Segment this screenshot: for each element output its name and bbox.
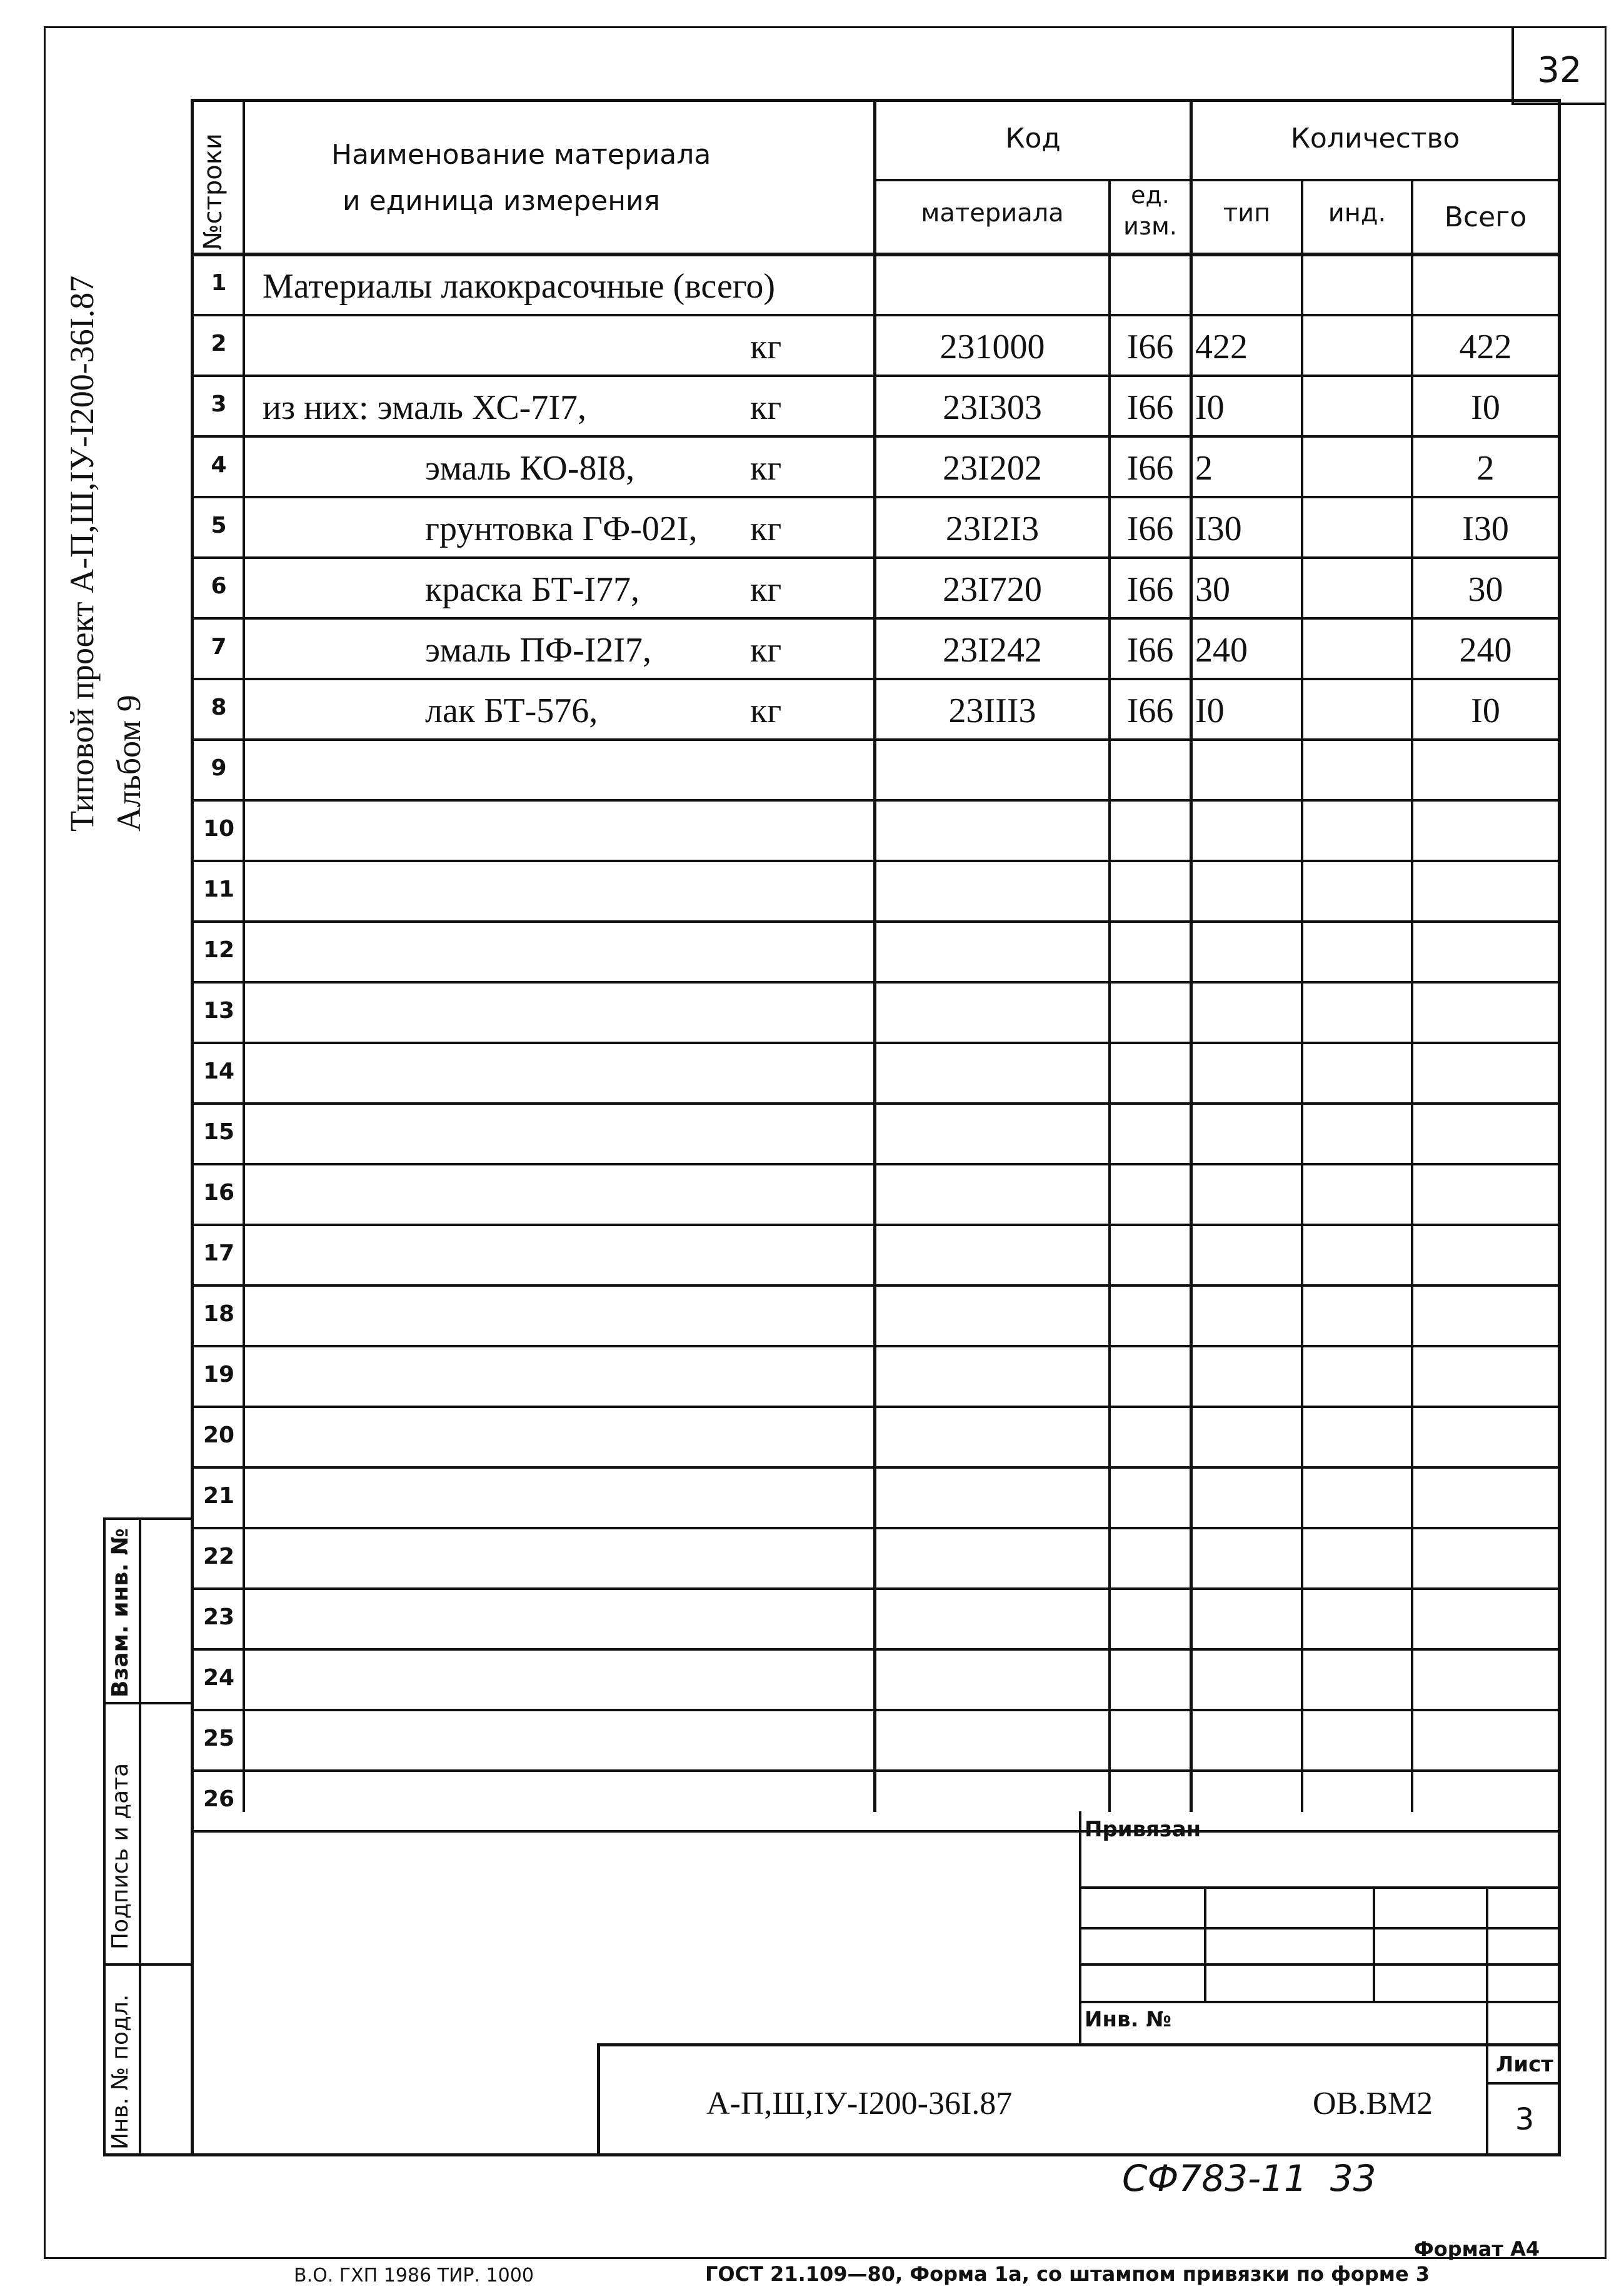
row-number: 24 xyxy=(203,1665,235,1691)
row-number: 7 xyxy=(211,634,227,660)
row-divider xyxy=(192,920,1561,923)
row-number: 6 xyxy=(211,573,227,599)
row-code: 23III3 xyxy=(948,692,1036,730)
title-block-left xyxy=(597,2043,600,2156)
row-divider xyxy=(192,617,1561,620)
left-stamp-left xyxy=(103,1517,106,2156)
row-unit: кг xyxy=(750,388,782,427)
stamp-grid-h3 xyxy=(1079,1963,1561,1966)
row-qty-type: I0 xyxy=(1195,388,1225,427)
col-line-qty xyxy=(1190,99,1193,1812)
outer-frame-right xyxy=(1605,26,1606,2258)
row-qty-total: 240 xyxy=(1459,631,1512,670)
row-divider xyxy=(192,1163,1561,1165)
col-line-type xyxy=(1301,179,1303,1812)
row-qty-type: 2 xyxy=(1195,449,1213,488)
row-qty-type: 30 xyxy=(1195,570,1230,609)
outer-frame-top xyxy=(44,26,1606,28)
row-unit: кг xyxy=(750,570,782,609)
row-number: 3 xyxy=(211,391,227,417)
header-code-unit-1: ед. xyxy=(1131,181,1170,209)
row-divider xyxy=(192,375,1561,377)
row-code: 231000 xyxy=(940,328,1045,366)
row-number: 2 xyxy=(211,331,227,356)
footer-left: В.О. ГХП 1986 ТИР. 1000 xyxy=(294,2265,534,2286)
row-name: Материалы лакокрасочные (всего) xyxy=(263,267,776,306)
page-number-box-left xyxy=(1511,26,1514,104)
header-qty-ind: инд. xyxy=(1328,199,1386,228)
header-qty-type: тип xyxy=(1223,199,1271,228)
privyazan-label: Привязан xyxy=(1085,1817,1201,1842)
row-divider xyxy=(192,1102,1561,1105)
inner-frame-top xyxy=(192,99,1561,102)
row-qty-type: I0 xyxy=(1195,692,1225,730)
row-divider xyxy=(192,1466,1561,1469)
row-unit-code: I66 xyxy=(1126,388,1174,427)
row-divider xyxy=(192,738,1561,741)
row-divider xyxy=(192,435,1561,438)
row-divider xyxy=(192,1587,1561,1590)
row-number: 10 xyxy=(203,816,235,842)
row-number: 5 xyxy=(211,513,227,538)
row-unit-code: I66 xyxy=(1126,570,1174,609)
row-number: 19 xyxy=(203,1362,235,1387)
row-qty-total: 2 xyxy=(1476,449,1495,488)
row-unit: кг xyxy=(750,328,782,366)
row-divider xyxy=(192,314,1561,316)
row-qty-total: 422 xyxy=(1459,328,1512,366)
row-number: 12 xyxy=(203,937,235,963)
outer-frame-bottom xyxy=(44,2257,1606,2259)
row-divider xyxy=(192,1527,1561,1529)
left-stamp-div2 xyxy=(103,1963,194,1966)
row-number: 25 xyxy=(203,1726,235,1751)
row-unit-code: I66 xyxy=(1126,510,1174,548)
row-code: 23I202 xyxy=(943,449,1042,488)
page-number: 32 xyxy=(1537,50,1582,91)
row-number: 21 xyxy=(203,1483,235,1509)
row-divider xyxy=(192,1830,1561,1833)
side-title-line1: Типовой проект А-П,Ш,IУ-I200-36I.87 xyxy=(63,275,101,832)
row-number: 22 xyxy=(203,1544,235,1569)
row-divider xyxy=(192,860,1561,862)
sheet-number: 3 xyxy=(1515,2102,1535,2137)
row-name: эмаль КО-8I8, xyxy=(425,449,635,488)
header-code-unit-2: изм. xyxy=(1123,213,1177,240)
row-name: лак БТ-576, xyxy=(425,692,598,730)
row-number: 15 xyxy=(203,1119,235,1145)
format-label: Формат А4 xyxy=(1414,2237,1540,2261)
stamp-grid-h1 xyxy=(1079,1886,1561,1889)
vzam-inv-label: Взам. инв. № xyxy=(108,1528,133,1698)
row-number: 20 xyxy=(203,1422,235,1448)
outer-frame-left xyxy=(44,26,46,2258)
row-divider xyxy=(192,1224,1561,1226)
row-number: 17 xyxy=(203,1240,235,1266)
row-unit: кг xyxy=(750,449,782,488)
title-block-top xyxy=(598,2043,1561,2046)
row-unit-code: I66 xyxy=(1126,449,1174,488)
row-divider xyxy=(192,1284,1561,1287)
left-stamp-div1 xyxy=(103,1702,194,1704)
row-name: эмаль ПФ-I2I7, xyxy=(425,631,652,670)
row-code: 23I303 xyxy=(943,388,1042,427)
row-name: краска БТ-I77, xyxy=(425,570,640,609)
handwritten-note: СФ783-11 33 xyxy=(1122,2157,1376,2200)
row-number: 11 xyxy=(203,877,235,902)
stamp-grid-v1 xyxy=(1204,1886,1206,2001)
left-stamp-mid xyxy=(139,1517,141,2156)
row-qty-type: I30 xyxy=(1195,510,1242,548)
header-quantity: Количество xyxy=(1290,123,1460,154)
row-number: 23 xyxy=(203,1604,235,1630)
header-row-no: №строки xyxy=(199,133,228,250)
row-divider xyxy=(192,1709,1561,1711)
header-name-line1: Наименование материала xyxy=(331,139,711,171)
row-code: 23I242 xyxy=(943,631,1042,670)
row-unit-code: I66 xyxy=(1126,328,1174,366)
row-divider xyxy=(192,1406,1561,1408)
row-divider xyxy=(192,496,1561,498)
left-stamp-top xyxy=(103,1517,194,1520)
row-number: 9 xyxy=(211,755,227,781)
row-qty-type: 240 xyxy=(1195,631,1248,670)
row-number: 4 xyxy=(211,452,227,478)
side-title-line2: Альбом 9 xyxy=(110,695,148,832)
row-divider xyxy=(192,678,1561,680)
row-unit: кг xyxy=(750,510,782,548)
header-bottom-line xyxy=(192,253,1561,256)
row-code: 23I720 xyxy=(943,570,1042,609)
stamp-grid-v2 xyxy=(1373,1886,1375,2001)
stamp-grid-h2 xyxy=(1079,1927,1561,1929)
podpis-data-label: Подпись и дата xyxy=(108,1763,133,1949)
row-code: 23I2I3 xyxy=(945,510,1040,548)
doc-code: ОВ.ВМ2 xyxy=(1313,2086,1433,2121)
row-divider xyxy=(192,799,1561,802)
header-mid-line xyxy=(873,179,1561,181)
row-divider xyxy=(192,981,1561,984)
row-qty-total: I0 xyxy=(1471,692,1500,730)
inner-frame-right xyxy=(1558,99,1561,2156)
row-name: грунтовка ГФ-02I, xyxy=(425,510,698,548)
row-unit-code: I66 xyxy=(1126,692,1174,730)
row-number: 1 xyxy=(211,270,227,296)
inv-podl-label: Инв. № подл. xyxy=(108,1994,133,2150)
header-code-material: материала xyxy=(921,199,1064,228)
row-number: 18 xyxy=(203,1301,235,1327)
row-number: 26 xyxy=(203,1786,235,1812)
sheet-label: Лист xyxy=(1496,2052,1553,2077)
row-unit: кг xyxy=(750,692,782,730)
row-divider xyxy=(192,1345,1561,1347)
left-stamp-bottom xyxy=(103,2153,194,2156)
header-name-line2: и единица измерения xyxy=(343,185,661,217)
header-qty-total: Всего xyxy=(1444,201,1527,233)
stamp-grid-v3 xyxy=(1486,1886,1488,2046)
row-number: 8 xyxy=(211,695,227,720)
row-unit-code: I66 xyxy=(1126,631,1174,670)
row-qty-total: I0 xyxy=(1471,388,1500,427)
designation: А-П,Ш,IУ-I200-36I.87 xyxy=(706,2086,1013,2121)
row-name: из них: эмаль ХС-7I7, xyxy=(263,388,586,427)
inv-no-label: Инв. № xyxy=(1085,2007,1172,2032)
row-number: 14 xyxy=(203,1059,235,1084)
row-divider xyxy=(192,1648,1561,1651)
row-number: 13 xyxy=(203,998,235,1024)
row-unit: кг xyxy=(750,631,782,670)
row-divider xyxy=(192,1042,1561,1044)
inner-frame-bottom xyxy=(191,2153,1561,2156)
sheet-box-mid xyxy=(1486,2082,1561,2085)
row-divider xyxy=(192,556,1561,559)
row-divider xyxy=(192,1769,1561,1772)
stamp-grid-h4 xyxy=(1079,2001,1561,2003)
row-qty-total: I30 xyxy=(1462,510,1509,548)
row-qty-total: 30 xyxy=(1468,570,1503,609)
footer-right: ГОСТ 21.109—80, Форма 1а, со штампом привязки по форме 3 xyxy=(705,2262,1430,2286)
header-code: Код xyxy=(1005,123,1061,154)
row-qty-type: 422 xyxy=(1195,328,1248,366)
row-number: 16 xyxy=(203,1180,235,1205)
